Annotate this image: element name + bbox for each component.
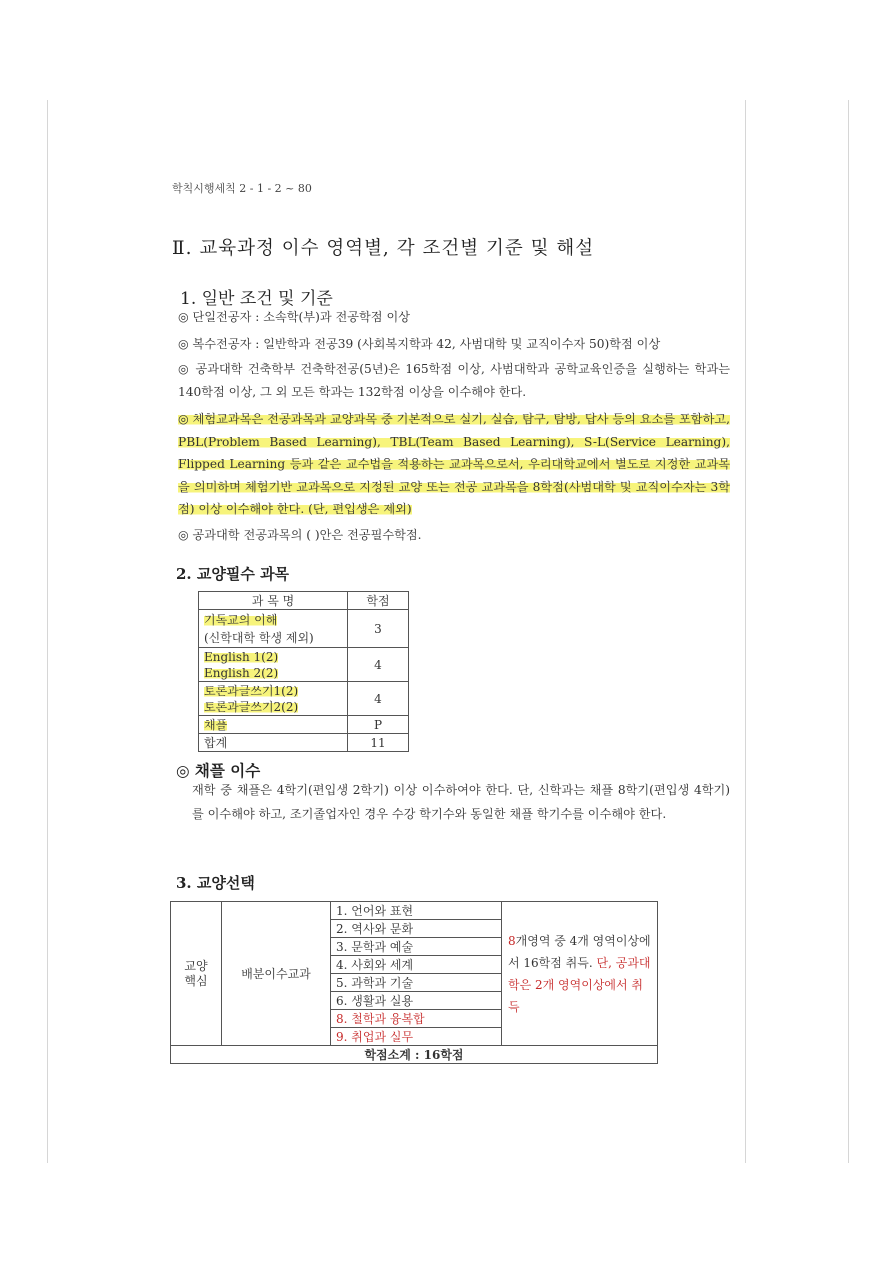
area-cell: 8. 철학과 융복합 — [331, 1010, 502, 1028]
area-cell: 1. 언어와 표현 — [331, 902, 502, 920]
area-cell: 6. 생활과 실용 — [331, 992, 502, 1010]
section2-heading: 2. 교양필수 과목 — [176, 565, 290, 583]
area-cell: 4. 사회와 세계 — [331, 956, 502, 974]
table-header-row — [199, 592, 409, 610]
subcategory-cell: 배분이수교과 — [222, 902, 331, 1046]
note-text: 개영역 중 4개 영역이상에서 16학점 취득. — [508, 933, 651, 970]
course-cell — [199, 648, 348, 682]
course-cell — [199, 610, 348, 648]
item-single-major: ◎ 단일전공자 : 소속학(부)과 전공학점 이상 — [178, 310, 410, 324]
section1-heading: 1. 일반 조건 및 기준 — [180, 289, 333, 309]
total-label: 합계 — [199, 734, 348, 752]
section3-heading: 3. 교양선택 — [176, 874, 255, 892]
table-row — [199, 716, 409, 734]
header-credit: 학점 — [348, 592, 409, 610]
highlighted-text: ◎ 체험교과목은 전공과목과 교양과목 중 기본적으로 실기, 실습, 탐구, 탐방, 답사 등의 요소를 포함하고, PBL(Problem Based Learning), TBL(Team Based Learning), S-L(Service Learning), Flipped Learning 등과 같은 교수법을 적용하는 교과목으로서, 우리대학교에서 별도로 지정한 교과목을 의미하며 체험기반 교과목으로 지정된 교양 또는 전공 교과목을 8학점(사범대학 및 교직이수자는 3학점) 이상 이수해야 한다. (단, 편입생은 제외) — [178, 412, 730, 517]
table-total-row — [171, 1046, 658, 1064]
total-credit: 11 — [348, 734, 409, 752]
item-graduation-credits: ◎ 공과대학 건축학부 건축학전공(5년)은 165학점 이상, 사범대학과 공학교육인증을 실행하는 학과는 140학점 이상, 그 외 모든 학과는 132학점 이상을 이수해야 한다. — [178, 362, 730, 399]
item-engineering-note: ◎ 공과대학 전공과목의 ( )안은 전공필수학점. — [178, 528, 422, 542]
note-cell — [502, 902, 658, 1046]
credit-cell: P — [348, 716, 409, 734]
course-name: 토론과글쓰기2(2) — [204, 699, 299, 714]
category-cell: 교양 핵심 — [171, 902, 222, 1046]
area-cell: 9. 취업과 실무 — [331, 1028, 502, 1046]
required-courses-table — [198, 591, 409, 752]
elective-courses-table — [170, 901, 658, 1064]
note-engineering: 단, 공과대학은 2개 영역이상에서 취득 — [508, 955, 651, 1014]
course-name: English 1(2) — [204, 649, 279, 664]
page-title: Ⅱ. 교육과정 이수 영역별, 각 조건별 기준 및 해설 — [172, 238, 595, 259]
table-row — [199, 682, 409, 716]
area-cell: 3. 문학과 예술 — [331, 938, 502, 956]
table-row — [199, 610, 409, 648]
credit-cell: 3 — [348, 610, 409, 648]
credit-cell: 4 — [348, 648, 409, 682]
page-reference: 학칙시행세칙 2 - 1 - 2 ~ 80 — [172, 182, 312, 195]
chapel-text: 재학 중 채플은 4학기(편입생 2학기) 이상 이수하여야 한다. 단, 신학과는 채플 8학기(편입생 4학기)를 이수해야 하고, 조기졸업자인 경우 수강 학기수와 동일한 채플 학기수를 이수해야 한다. — [192, 783, 730, 821]
item-experiential-courses — [178, 408, 730, 521]
table-row — [199, 648, 409, 682]
course-name: English 2(2) — [204, 665, 279, 680]
course-cell — [199, 682, 348, 716]
header-course-name: 과 목 명 — [199, 592, 348, 610]
area-cell: 2. 역사와 문화 — [331, 920, 502, 938]
area-cell: 5. 과학과 기술 — [331, 974, 502, 992]
course-name: 기독교의 이해 — [204, 612, 278, 627]
table-total-row — [199, 734, 409, 752]
chapel-heading: ◎ 채플 이수 — [176, 761, 261, 780]
course-cell — [199, 716, 348, 734]
course-name: 토론과글쓰기1(2) — [204, 683, 299, 698]
credit-total: 학점소계 : 16학점 — [171, 1046, 658, 1064]
credit-cell: 4 — [348, 682, 409, 716]
item-double-major: ◎ 복수전공자 : 일반학과 전공39 (사회복지학과 42, 사범대학 및 교직이수자 50)학점 이상 — [178, 337, 661, 351]
note-count: 8 — [508, 933, 516, 948]
course-name: 채플 — [204, 718, 228, 732]
table-row — [171, 902, 658, 920]
course-note: (신학대학 학생 제외) — [204, 630, 314, 645]
